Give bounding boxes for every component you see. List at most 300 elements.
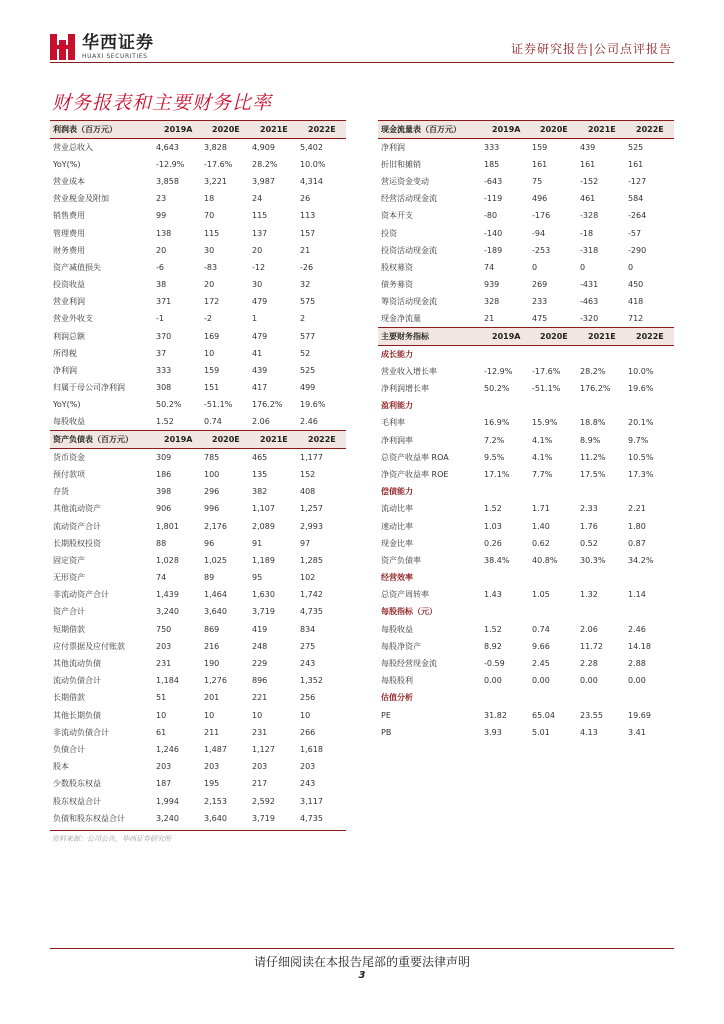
cell-value: 30 <box>252 280 263 290</box>
cell-value: 575 <box>300 297 316 307</box>
cell-value: 0.00 <box>580 676 598 686</box>
table-row <box>50 466 346 483</box>
cell-value: -18 <box>580 228 594 238</box>
cell-value: -83 <box>204 262 218 272</box>
cell-value: 201 <box>204 693 220 703</box>
table-header-row <box>378 121 674 139</box>
cell-value: -176 <box>532 211 551 221</box>
cell-value: -290 <box>628 245 647 255</box>
table-row <box>378 190 674 207</box>
cell-value: 41 <box>252 348 263 358</box>
table-row <box>378 173 674 190</box>
cell-value: 152 <box>300 469 316 479</box>
cell-value: 499 <box>300 383 316 393</box>
cell-value <box>578 483 626 500</box>
cell-value: 23.55 <box>580 710 603 720</box>
table-row <box>378 310 674 327</box>
cell-value: 2022E <box>626 121 674 139</box>
cell-value: 1,630 <box>252 590 275 600</box>
cell-value <box>626 689 674 706</box>
table-row <box>50 792 346 809</box>
row-label: 债务募资 <box>381 280 413 290</box>
cell-value: 1,487 <box>204 744 227 754</box>
cell-value: 10 <box>156 710 167 720</box>
row-label: 股东权益合计 <box>53 796 101 806</box>
cell-value: 10 <box>252 710 263 720</box>
cell-value <box>530 569 578 586</box>
cell-value: 70 <box>204 211 215 221</box>
row-label: PB <box>381 727 392 737</box>
cell-value: 37 <box>156 348 167 358</box>
cell-value: 15.9% <box>532 418 558 428</box>
table-row <box>378 517 674 534</box>
row-label: 股权募资 <box>381 262 413 272</box>
cell-value: 1.71 <box>532 504 550 514</box>
cell-value: 5,402 <box>300 142 323 152</box>
cell-value: 496 <box>532 194 548 204</box>
cell-value: -17.6% <box>204 159 233 169</box>
cell-value: 20 <box>204 280 215 290</box>
cell-value <box>482 569 530 586</box>
cell-value: 151 <box>204 383 220 393</box>
table-row <box>50 173 346 190</box>
cell-value: 17.1% <box>484 469 510 479</box>
cell-value: 2 <box>300 314 306 324</box>
cell-value <box>626 569 674 586</box>
cell-value: 1,464 <box>204 590 227 600</box>
table-row <box>378 466 674 483</box>
row-label: 净利润 <box>381 142 405 152</box>
cell-value: 2021E <box>578 121 626 139</box>
cell-value: 9.7% <box>628 435 649 445</box>
table-row <box>50 328 346 345</box>
cell-value: 20.1% <box>628 418 654 428</box>
row-label: 资本开支 <box>381 211 413 221</box>
page-number: 3 <box>358 970 366 981</box>
cell-value: -189 <box>484 245 503 255</box>
cell-value: 450 <box>628 280 644 290</box>
cell-value: 461 <box>580 194 596 204</box>
cell-value: 2019A <box>482 121 530 139</box>
table-row <box>378 242 674 259</box>
cell-value: 333 <box>156 366 172 376</box>
legal-disclaimer: 请仔细阅读在本报告尾部的重要法律声明 <box>253 955 470 969</box>
row-label: 净资产收益率 ROE <box>381 469 449 479</box>
table-row <box>50 156 346 173</box>
cell-value: 370 <box>156 331 172 341</box>
cell-value: 113 <box>300 211 316 221</box>
cell-value: 1.05 <box>532 590 550 600</box>
cell-value: -51.1% <box>204 400 233 410</box>
cell-value: 1,801 <box>156 521 179 531</box>
cell-value: 2020E <box>530 328 578 346</box>
cell-value: 157 <box>300 228 316 238</box>
cell-value: 2019A <box>482 328 530 346</box>
cell-value: 2020E <box>202 121 250 139</box>
cell-value <box>626 397 674 414</box>
table-subheader-row <box>378 397 674 414</box>
row-label: 筹资活动现金流 <box>381 297 437 307</box>
cell-value: 0.26 <box>484 538 502 548</box>
table-row <box>50 707 346 724</box>
cell-value: 896 <box>252 676 268 686</box>
row-label: 流动比率 <box>381 504 413 514</box>
table-row <box>378 535 674 552</box>
cell-value: 3,640 <box>204 607 227 617</box>
row-label: 资产减值损失 <box>53 262 101 272</box>
cell-value: 750 <box>156 624 172 634</box>
row-label: 短期借款 <box>53 624 85 634</box>
cell-value: 266 <box>300 727 316 737</box>
cell-value: 371 <box>156 297 172 307</box>
cell-value: 161 <box>580 159 596 169</box>
cell-value: 190 <box>204 659 220 669</box>
cell-value: 4,643 <box>156 142 179 152</box>
cell-value: 1.52 <box>156 417 174 427</box>
cell-value: 96 <box>204 538 215 548</box>
table-row <box>50 449 346 466</box>
cell-value: 4.13 <box>580 727 598 737</box>
cell-value: 18 <box>204 194 215 204</box>
row-label: 投资收益 <box>53 280 85 290</box>
row-label: 总资产周转率 <box>381 590 429 600</box>
row-label: 每股指标（元） <box>381 607 437 617</box>
cell-value: 417 <box>252 383 268 393</box>
row-label: 估值分析 <box>381 693 413 703</box>
row-label: 资产合计 <box>53 607 85 617</box>
table-row <box>50 689 346 706</box>
cell-value: 1,177 <box>300 453 323 463</box>
cell-value <box>578 603 626 620</box>
cell-value: 161 <box>628 159 644 169</box>
cell-value: 712 <box>628 314 644 324</box>
cell-value: -119 <box>484 194 503 204</box>
table-row <box>50 190 346 207</box>
table-subheader-row <box>378 483 674 500</box>
cell-value: -643 <box>484 176 503 186</box>
cell-value: 40.8% <box>532 555 558 565</box>
row-label: 存货 <box>53 487 69 497</box>
cell-value: 2.06 <box>252 417 270 427</box>
cell-value: 333 <box>484 142 500 152</box>
cell-value: 7.2% <box>484 435 505 445</box>
table-row <box>50 500 346 517</box>
table-row <box>50 810 346 827</box>
cell-value: -26 <box>300 262 314 272</box>
cell-value: -12 <box>252 262 266 272</box>
row-label: 速动比率 <box>381 521 413 531</box>
cell-value: 382 <box>252 487 268 497</box>
cell-value: 203 <box>252 762 268 772</box>
cell-value: 2020E <box>530 121 578 139</box>
cell-value: 1.43 <box>484 590 502 600</box>
cell-value: 8.9% <box>580 435 601 445</box>
table-row <box>50 242 346 259</box>
row-label: 非流动负债合计 <box>53 727 109 737</box>
cell-value: 3,987 <box>252 176 275 186</box>
cell-value: 3,221 <box>204 176 227 186</box>
table-subheader-row <box>378 346 674 363</box>
row-label: 每股净资产 <box>381 641 421 651</box>
row-label: 归属于母公司净利润 <box>53 383 125 393</box>
cell-value: 24 <box>252 194 263 204</box>
cell-value: 3.41 <box>628 727 646 737</box>
cell-value: 3,719 <box>252 813 275 823</box>
cell-value: -12.9% <box>156 159 185 169</box>
cell-value: 408 <box>300 487 316 497</box>
cell-value: -431 <box>580 280 599 290</box>
table-subheader-row <box>378 569 674 586</box>
table-row <box>50 638 346 655</box>
cell-value: 74 <box>484 262 495 272</box>
table-row <box>378 380 674 397</box>
table-row <box>50 207 346 224</box>
cell-value: 0.74 <box>532 624 550 634</box>
row-label: 利润总额 <box>53 331 85 341</box>
table-row <box>378 259 674 276</box>
cell-value: 3,240 <box>156 607 179 617</box>
cell-value: 65.04 <box>532 710 555 720</box>
cell-value: 906 <box>156 504 172 514</box>
cell-value: 419 <box>252 624 268 634</box>
cell-value: 3,240 <box>156 813 179 823</box>
row-label: 营业利润 <box>53 297 85 307</box>
cell-value <box>578 346 626 363</box>
cell-value: 1,439 <box>156 590 179 600</box>
row-label: 营业成本 <box>53 176 85 186</box>
cell-value: 135 <box>252 469 268 479</box>
cell-value: 1.76 <box>580 521 598 531</box>
cell-value: 30 <box>204 245 215 255</box>
row-label: 管理费用 <box>53 228 85 238</box>
cell-value: 10.0% <box>628 366 654 376</box>
footer-divider <box>50 948 674 949</box>
cell-value: -127 <box>628 176 647 186</box>
cell-value: 10 <box>204 348 215 358</box>
cell-value: 1 <box>252 314 258 324</box>
table-row <box>378 449 674 466</box>
cell-value: 2021E <box>250 121 298 139</box>
row-label: 非流动资产合计 <box>53 590 109 600</box>
cell-value: 308 <box>156 383 172 393</box>
cell-value: 525 <box>628 142 644 152</box>
cell-value: -17.6% <box>532 366 561 376</box>
row-label: 其他流动资产 <box>53 504 101 514</box>
cell-value: 19.6% <box>628 384 654 394</box>
cell-value: 269 <box>532 280 548 290</box>
table-header-row <box>378 328 674 346</box>
cell-value: 9.66 <box>532 641 550 651</box>
table-row <box>378 500 674 517</box>
cell-value: 2019A <box>154 121 202 139</box>
cell-value: 115 <box>204 228 220 238</box>
cell-value: 1,025 <box>204 555 227 565</box>
table-row <box>378 724 674 741</box>
table-row <box>50 569 346 586</box>
cell-value: 1.14 <box>628 590 646 600</box>
cell-value: 1,189 <box>252 555 275 565</box>
cell-value: 28.2% <box>580 366 606 376</box>
table-row <box>50 483 346 500</box>
cell-value: 20 <box>252 245 263 255</box>
table-row <box>378 586 674 603</box>
cell-value: 1,742 <box>300 590 323 600</box>
cell-value: 0 <box>580 262 586 272</box>
table-row <box>378 707 674 724</box>
cell-value: 138 <box>156 228 172 238</box>
cell-value: 2.33 <box>580 504 598 514</box>
table-subheader-row <box>378 603 674 620</box>
row-label: 经营效率 <box>381 573 413 583</box>
cell-value: 75 <box>532 176 543 186</box>
cell-value <box>482 603 530 620</box>
cell-value: 8.92 <box>484 641 502 651</box>
row-label: 经营活动现金流 <box>381 194 437 204</box>
row-label: 营运资金变动 <box>381 176 429 186</box>
table-row <box>50 621 346 638</box>
cell-value: 2,153 <box>204 796 227 806</box>
cell-value: 99 <box>156 211 167 221</box>
cell-value: 439 <box>580 142 596 152</box>
cell-value: 91 <box>252 538 263 548</box>
cell-value: 100 <box>204 469 220 479</box>
cell-value: 4,735 <box>300 813 323 823</box>
cell-value: 418 <box>628 297 644 307</box>
row-label: 总资产收益率 ROA <box>381 452 449 462</box>
cell-value: -1 <box>156 314 164 324</box>
cell-value: 11.2% <box>580 452 606 462</box>
cell-value: 3,858 <box>156 176 179 186</box>
table-row <box>50 276 346 293</box>
table-row <box>378 293 674 310</box>
cell-value: 2.45 <box>532 659 550 669</box>
cell-value: 0.74 <box>204 417 222 427</box>
cell-value: 50.2% <box>484 384 510 394</box>
cell-value: 2,089 <box>252 521 275 531</box>
row-label: 长期借款 <box>53 693 85 703</box>
row-label: 每股经营现金流 <box>381 659 437 669</box>
row-label: 现金净流量 <box>381 314 421 324</box>
cell-value: -140 <box>484 228 503 238</box>
cell-value: 102 <box>300 573 316 583</box>
row-label: 负债和股东权益合计 <box>53 813 125 823</box>
row-label: 净利润增长率 <box>381 384 429 394</box>
cell-value: 1,184 <box>156 676 179 686</box>
cell-value: -12.9% <box>484 366 513 376</box>
cell-value: 14.18 <box>628 641 651 651</box>
cell-value: 2.06 <box>580 624 598 634</box>
cell-value <box>530 397 578 414</box>
cell-value: 0.87 <box>628 538 646 548</box>
cell-value <box>578 397 626 414</box>
cell-value: 52 <box>300 348 311 358</box>
table-row <box>50 672 346 689</box>
cell-value: 159 <box>532 142 548 152</box>
cell-value: 2022E <box>298 431 346 449</box>
row-label: 流动负债合计 <box>53 676 101 686</box>
cell-value: -264 <box>628 211 647 221</box>
cell-value: 3,828 <box>204 142 227 152</box>
cell-value: 2,176 <box>204 521 227 531</box>
cell-value: 3,719 <box>252 607 275 617</box>
row-label: 净利润 <box>53 366 77 376</box>
table-row <box>50 741 346 758</box>
table-header-row <box>50 121 346 139</box>
cell-value: 5.01 <box>532 727 550 737</box>
cell-value: 38 <box>156 280 167 290</box>
row-label: 所得税 <box>53 348 77 358</box>
cell-value: 97 <box>300 538 311 548</box>
table-row <box>50 259 346 276</box>
cell-value: 1,107 <box>252 504 275 514</box>
cell-value: -328 <box>580 211 599 221</box>
table-row <box>50 414 346 431</box>
row-label: 无形资产 <box>53 573 85 583</box>
table-row <box>50 655 346 672</box>
cell-value: 1,352 <box>300 676 323 686</box>
table-row <box>378 655 674 672</box>
brand-name-cn: 华西证券 <box>82 33 154 53</box>
row-label: 投资 <box>381 228 397 238</box>
cell-value: 18.8% <box>580 418 606 428</box>
cell-value: -0.59 <box>484 659 505 669</box>
table-row <box>50 775 346 792</box>
cell-value: 34.2% <box>628 555 654 565</box>
cell-value: 479 <box>252 331 268 341</box>
row-label: 每股收益 <box>53 417 85 427</box>
cell-value <box>530 603 578 620</box>
source-note: 资料来源：公司公告，华西证券研究所 <box>52 835 171 843</box>
row-label: YoY(%) <box>53 159 81 169</box>
cell-value: 17.3% <box>628 469 654 479</box>
cell-value: 216 <box>204 641 220 651</box>
cell-value: 309 <box>156 453 172 463</box>
cell-value: 176.2% <box>580 384 611 394</box>
cell-value: -320 <box>580 314 599 324</box>
cell-value: 231 <box>252 727 268 737</box>
cell-value: 51 <box>156 693 167 703</box>
table-row <box>50 724 346 741</box>
cell-value: 243 <box>300 779 316 789</box>
cell-value: 4,314 <box>300 176 323 186</box>
cell-value <box>482 483 530 500</box>
table-row <box>50 758 346 775</box>
cell-value: 0.00 <box>484 676 502 686</box>
cell-value: 2,993 <box>300 521 323 531</box>
table-row <box>50 535 346 552</box>
row-label: 资产负债表（百万元） <box>50 431 154 449</box>
table-subheader-row <box>378 689 674 706</box>
row-label: 营业税金及附加 <box>53 194 109 204</box>
cell-value: 185 <box>484 159 500 169</box>
cell-value: 1,285 <box>300 555 323 565</box>
cell-value: 4.1% <box>532 435 553 445</box>
cell-value: 479 <box>252 297 268 307</box>
cell-value: 577 <box>300 331 316 341</box>
cell-value <box>626 603 674 620</box>
cell-value: 256 <box>300 693 316 703</box>
row-label: 少数股东权益 <box>53 779 101 789</box>
cell-value: 0.62 <box>532 538 550 548</box>
table-row <box>378 224 674 241</box>
cell-value: 0 <box>532 262 538 272</box>
table-row <box>50 345 346 362</box>
row-label: 应付票据及应付账款 <box>53 641 125 651</box>
cell-value: -463 <box>580 297 599 307</box>
row-label: 其他长期负债 <box>53 710 101 720</box>
cell-value: 939 <box>484 280 500 290</box>
cell-value: 20 <box>156 245 167 255</box>
